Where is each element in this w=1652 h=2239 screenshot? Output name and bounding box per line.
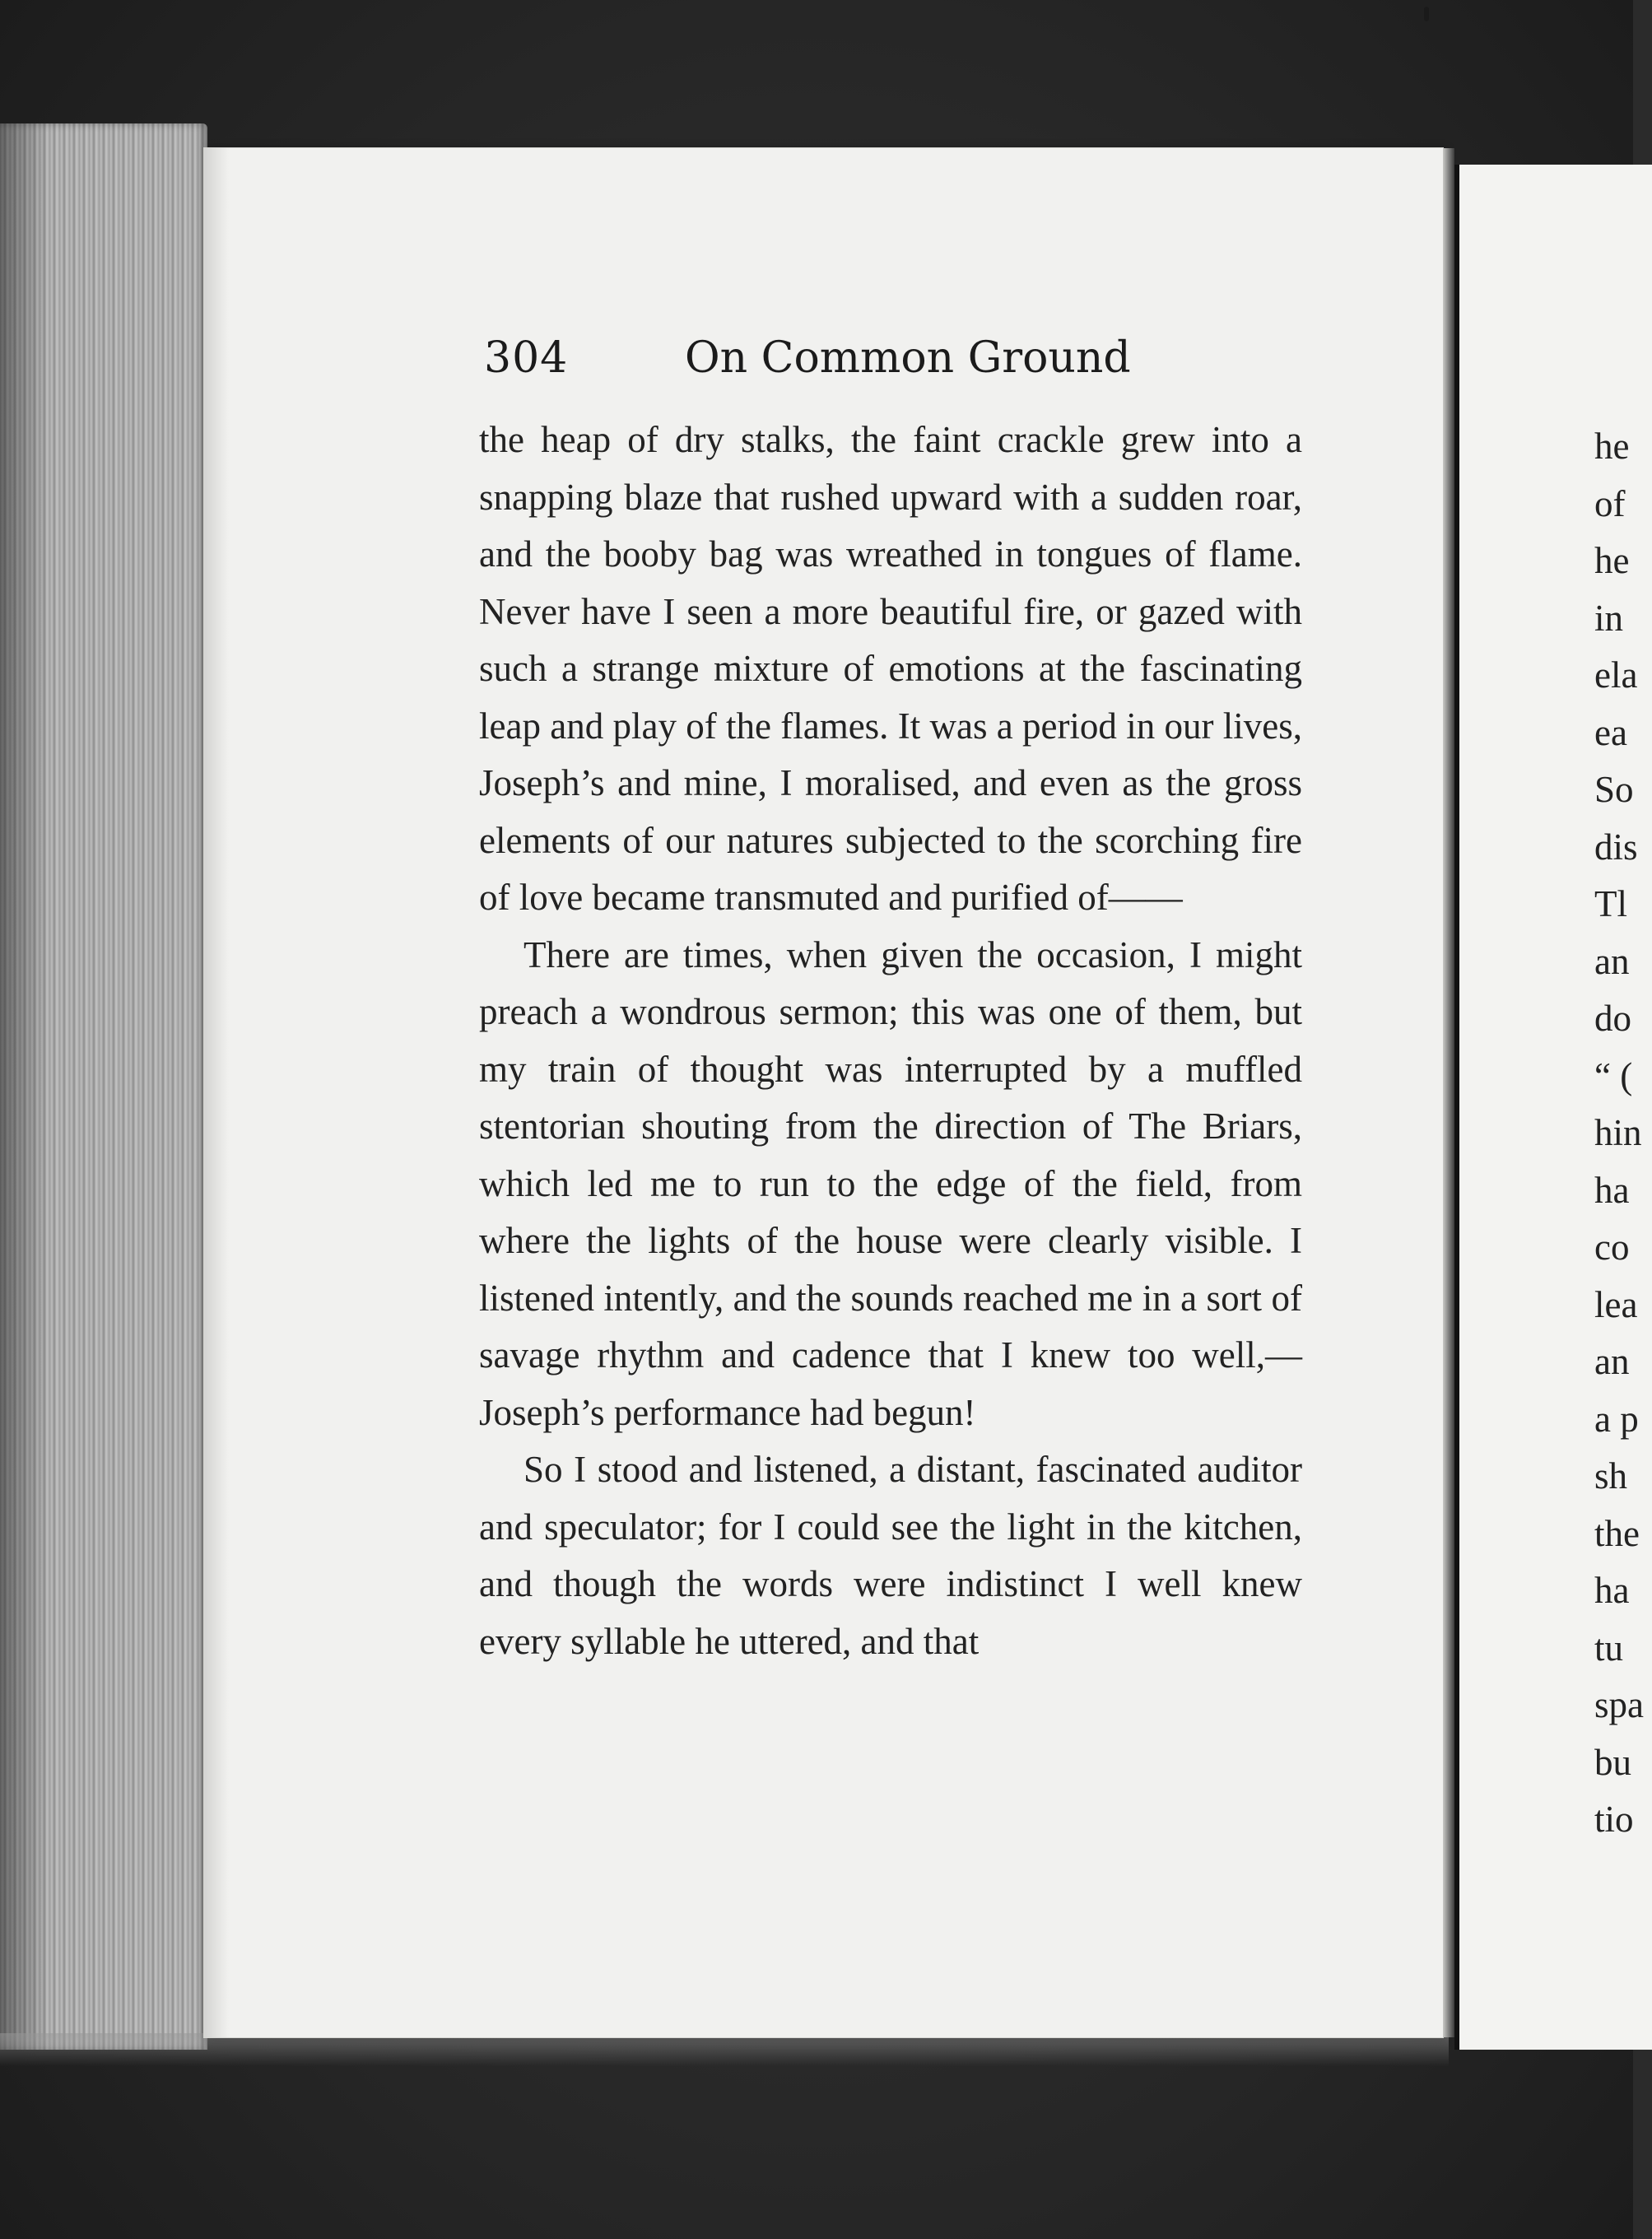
right-page-fragment: So [1594,769,1634,810]
right-page-fragment: lea [1594,1283,1638,1325]
right-page-fragment: tio [1594,1799,1634,1840]
book-gutter [1443,148,1454,2037]
book-edge-shadow [0,2033,1449,2066]
right-page-fragment: an [1594,940,1630,982]
right-page-fragment: the [1594,1512,1640,1554]
right-page-fragment: do [1594,998,1631,1039]
right-page-fragment: he [1594,426,1630,467]
right-page-fragment: a p [1594,1398,1639,1440]
paragraph: the heap of dry stalks, the faint crackle grew into a snapping blaze that rushed upward with a sudden roar, and the booby bag was wreathed in tongues of flame. Never have I seen a more beautiful fire, or gazed with such a strange mixture of emotions at the fascinating leap and play of the flames. It was a period in our lives, Joseph’s and mine, I moralised, and even as the gross elements of our natures subjected to the scorching fire of love became transmuted and purified of—— [479,419,1302,918]
right-page-fragment: ha [1594,1169,1630,1211]
right-page-fragment: of [1594,482,1626,524]
right-page-fragment: tu [1594,1627,1624,1669]
page-edges [0,123,207,2050]
right-page-fragment: he [1594,540,1630,581]
right-page-fragment: “ ( [1594,1054,1633,1096]
right-page-fragment: an [1594,1341,1630,1382]
right-page-fragment: spa [1594,1684,1644,1725]
dust-speck [1424,7,1429,21]
right-page-fragment: dis [1594,826,1638,868]
right-page-fragment: ea [1594,711,1627,753]
right-page-fragment: sh [1594,1455,1628,1497]
right-page-fragment: ela [1594,654,1638,696]
paragraph: So I stood and listened, a distant, fascinated auditor and speculator; for I could see the light in the kitchen, and though the words were indistinct I well knew every syllable he uttered, and that [479,1449,1302,1662]
page-header [484,333,1324,391]
right-page-text [1594,418,1644,1849]
right-page-fragment: ha [1594,1570,1630,1611]
right-page-fragment: Tl [1594,883,1627,924]
running-title: On Common Ground [685,333,1131,383]
paragraph: There are times, when given the occasion, I might preach a wondrous sermon; this was one of them, but my train of thought was interrupted by a muffled stentorian shouting from the direction of The Briars, which led me to run to the edge of the field, from where the lights of the house were clearly visible. I listened intently, and the sounds reached me in a sort of savage rhythm and cadence that I knew too well,—Joseph’s performance had begun! [479,933,1302,1433]
right-page-fragment: hin [1594,1112,1642,1153]
body-text [479,412,1302,1670]
right-page-fragment: bu [1594,1741,1631,1783]
right-page-fragment: in [1594,597,1624,639]
page-number: 304 [484,333,569,383]
right-page-fragment: co [1594,1227,1630,1268]
